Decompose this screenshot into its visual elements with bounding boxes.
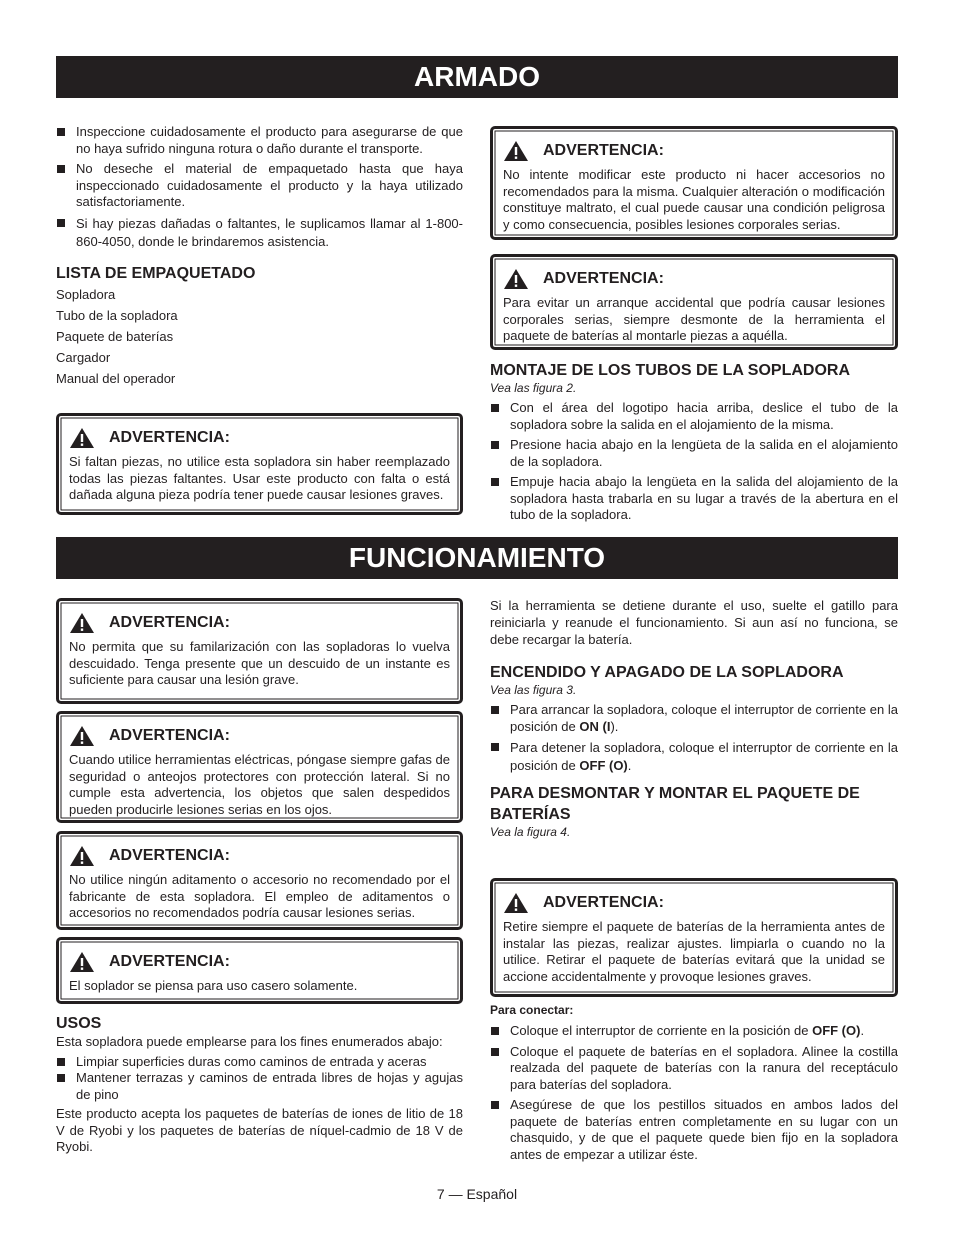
- warning-box-piezas-faltantes: [56, 413, 463, 515]
- usos-section: [56, 1013, 463, 1156]
- armado-banner: ARMADO: [56, 56, 898, 98]
- warning-title: ADVERTENCIA:: [109, 429, 230, 446]
- warning-box-familiarizacion: [56, 598, 463, 704]
- warning-triangle-icon: [69, 725, 95, 747]
- bullet-no-deseche: No deseche el material de empaquetado hasta que haya inspeccionado cuidadosamente el producto y la haya utilizado satisfactoriamente.: [56, 161, 463, 211]
- warning-box-modificar: [490, 126, 898, 240]
- warning-triangle-icon: [503, 140, 529, 162]
- montaje-figure-ref: Vea las figura 2.: [490, 381, 577, 395]
- bullet-text-end: .: [627, 758, 632, 773]
- warning-triangle-icon: [503, 268, 529, 290]
- warning-triangle-icon: [69, 427, 95, 449]
- warning-text: No permita que su familarización con las sopladoras lo vuelva descuidado. Tenga presente que un descuido de un instante es suficiente para causar una lesión grave.: [69, 639, 450, 687]
- detiene-paragraph: Si la herramienta se detiene durante el uso, suelte el gatillo para reiniciarla y reanude el funcionamiento. Si aun así no funciona, se debe recargar la batería.: [490, 598, 898, 647]
- conectar-section: [490, 1003, 898, 1163]
- lista-item: Tubo de la sopladora: [56, 307, 178, 323]
- warning-box-retire-bateria: [490, 878, 898, 997]
- warning-triangle-icon: [69, 845, 95, 867]
- bullet-text-end: .: [860, 1023, 865, 1038]
- bullet-text: Para detener la sopladora, coloque el interruptor de corriente en la posición de: [510, 740, 898, 773]
- bullet-text: Coloque el interruptor de corriente en la posición de: [510, 1023, 813, 1038]
- montaje-heading: MONTAJE DE LOS TUBOS DE LA SOPLADORA: [490, 362, 851, 379]
- warning-box-uso-casero: [56, 937, 463, 1004]
- warning-title: ADVERTENCIA:: [543, 142, 664, 159]
- armado-left-column: [56, 124, 463, 389]
- funcionamiento-banner: FUNCIONAMIENTO: [56, 537, 898, 579]
- warning-triangle-icon: [503, 892, 529, 914]
- warning-title: ADVERTENCIA:: [109, 614, 230, 631]
- usos-bullet: Limpiar superficies duras como caminos de entrada y aceras: [56, 1054, 463, 1071]
- montaje-bullet: Empuje hacia abajo la lengüeta en la salida del alojamiento de la sopladora hasta trabarla en su lugar a través de la abertura en el tubo de la sopladora.: [490, 474, 898, 524]
- conectar-label: Para conectar:: [490, 1003, 574, 1017]
- lista-item: Manual del operador: [56, 370, 176, 386]
- lista-item: Cargador: [56, 349, 111, 365]
- warning-box-arranque: [490, 254, 898, 350]
- warning-text: Retire siempre el paquete de baterías de la herramienta antes de instalar las piezas, realizar ajustes. limpiarla o cuando no la utilice. Retirar el paquete de baterías evitará que la unidad se accione accidentalmente y provoque lesiones graves.: [503, 919, 885, 984]
- warning-title: ADVERTENCIA:: [543, 270, 664, 287]
- warning-text: No intente modificar este producto ni hacer accesorios no recomendados para la misma. Cualquier alteración o modificación constituye maltrato, el cual puede causar una condición peligrosa y como consecuencia, posibles lesiones corporales serias.: [503, 167, 885, 232]
- warning-title: ADVERTENCIA:: [109, 727, 230, 744]
- warning-box-aditamento: [56, 831, 463, 930]
- desmontar-heading: PARA DESMONTAR Y MONTAR EL PAQUETE DE BATERÍAS: [490, 785, 860, 823]
- encendido-bullet-off: [490, 739, 898, 775]
- encendido-figure-ref: Vea las figura 3.: [490, 683, 577, 697]
- off-label: OFF (O): [579, 758, 628, 773]
- lista-item: Paquete de baterías: [56, 328, 174, 344]
- warning-title: ADVERTENCIA:: [109, 847, 230, 864]
- warning-text: El soplador se piensa para uso casero solamente.: [69, 978, 358, 993]
- page-footer: 7 — Español: [436, 1186, 518, 1202]
- usos-outro: Este producto acepta los paquetes de baterías de iones de litio de 18 V de Ryobi y los paquetes de baterías de níquel-cadmio de 18 V de Ryobi.: [56, 1106, 463, 1154]
- warning-text: Si faltan piezas, no utilice esta sopladora sin haber reemplazado todas las piezas faltantes. Usar este producto con falta o está dañada alguna pieza podría tener puede causar lesiones graves.: [69, 454, 450, 502]
- usos-heading: USOS: [56, 1015, 102, 1032]
- lista-item: Sopladora: [56, 286, 116, 302]
- conectar-bullet: Coloque el paquete de baterías en el sopladora. Alinee la costilla realzada del paquete de baterías con la ranura del receptáculo para baterías del sopladora.: [490, 1044, 898, 1094]
- montaje-bullet: Presione hacia abajo en la lengüeta de la salida en el alojamiento de la sopladora.: [490, 437, 898, 470]
- on-label: ON (I: [579, 718, 611, 734]
- warning-text: No utilice ningún aditamento o accesorio no recomendado por el fabricante de esta sopladora. El empleo de aditamentos o accesorios no recomendados podría causar lesiones serias.: [69, 872, 450, 920]
- warning-triangle-icon: [69, 951, 95, 973]
- warning-text: Cuando utilice herramientas eléctricas, póngase siempre gafas de seguridad o anteojos protectores con protección lateral. Si no cumple esta advertencia, los objetos que salen despedidos pueden producirle lesiones serias en los ojos.: [69, 752, 450, 817]
- off-label: OFF (O): [812, 1023, 861, 1038]
- encendido-heading: ENCENDIDO Y APAGADO DE LA SOPLADORA: [490, 664, 844, 681]
- usos-bullet: Mantener terrazas y caminos de entrada libres de hojas y agujas de pino: [56, 1070, 463, 1103]
- bullet-text-end: ).: [610, 718, 619, 734]
- bullet-text: Para arrancar la sopladora, coloque el interruptor de corriente en la posición de: [510, 702, 898, 734]
- funcionamiento-right-column: [490, 597, 898, 839]
- warning-title: ADVERTENCIA:: [543, 894, 664, 911]
- warning-triangle-icon: [69, 612, 95, 634]
- desmontar-figure-ref: Vea la figura 4.: [490, 825, 571, 839]
- warning-text: Para evitar un arranque accidental que podría causar lesiones corporales serias, siempre desmonte de la herramienta el paquete de baterías al montarle piezas a aquélla.: [503, 295, 885, 343]
- lista-empaquetado-heading: LISTA DE EMPAQUETADO: [56, 264, 256, 282]
- warning-box-gafas: [56, 711, 463, 823]
- bullet-inspeccione: Inspeccione cuidadosamente el producto para asegurarse de que no haya sufrido ninguna rotura o daño durante el transporte.: [56, 124, 463, 157]
- montaje-bullet: Con el área del logotipo hacia arriba, deslice el tubo de la sopladora sobre la salida en el alojamiento de la misma.: [490, 400, 898, 433]
- warning-title: ADVERTENCIA:: [109, 953, 230, 970]
- conectar-bullet-off: [490, 1023, 898, 1040]
- montaje-section: [490, 360, 898, 524]
- conectar-bullet: Asegúrese de que los pestillos situados en ambos lados del paquete de baterías entren completamente en su lugar con un chasquido, y de que el paquete quede bien fijo en la sopladora antes de empezar a utilizar éste.: [490, 1097, 898, 1163]
- encendido-bullet-on: [490, 702, 898, 735]
- bullet-piezas-danadas: Si hay piezas dañadas o faltantes, le suplicamos llamar al 1-800-860-4050, donde le brindaremos asistencia.: [56, 215, 463, 251]
- usos-intro: Esta sopladora puede emplearse para los fines enumerados abajo:: [56, 1034, 443, 1049]
